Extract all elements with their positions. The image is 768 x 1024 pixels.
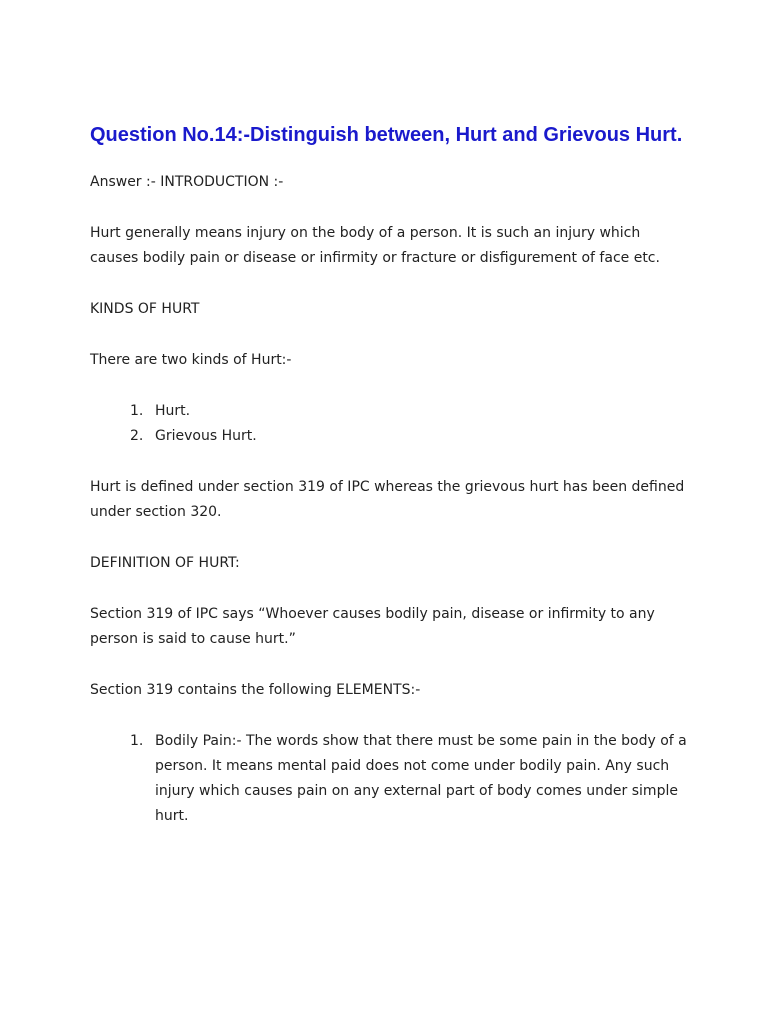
kinds-of-hurt-heading: KINDS OF HURT [90,301,200,317]
sections-paragraph: Hurt is defined under section 319 of IPC whereas the grievous hurt has been defined under section 320. [90,479,685,520]
document-content [90,121,690,855]
definition-heading: DEFINITION OF HURT: [90,555,240,571]
definition-paragraph: Section 319 of IPC says “Whoever causes bodily pain, disease or infirmity to any person is said to cause hurt.” [90,606,655,647]
answer-introduction-label: Answer :- INTRODUCTION :- [90,174,284,190]
list-item [90,729,690,829]
list-item-number: 1. [130,733,144,749]
kinds-intro-paragraph: There are two kinds of Hurt:- [90,352,292,368]
elements-list [90,729,690,829]
list-item-text: Grievous Hurt. [155,428,257,444]
introduction-paragraph: Hurt generally means injury on the body of a person. It is such an injury which causes bodily pain or disease or infirmity or fracture or disfigurement of face etc. [90,225,660,266]
list-item-text: Hurt. [155,403,191,419]
elements-intro-paragraph: Section 319 contains the following ELEMENTS:- [90,682,421,698]
list-item [90,399,690,424]
kinds-of-hurt-list [90,399,690,449]
list-item [90,424,690,449]
list-item-number: 2. [130,428,144,444]
list-item-number: 1. [130,403,144,419]
question-title: Question No.14:-Distinguish between, Hurt and Grievous Hurt. [90,124,683,146]
list-item-text: Bodily Pain:- The words show that there must be some pain in the body of a person. It means mental paid does not come under bodily pain. Any such injury which causes pain on any external part of body comes under simple hurt. [155,733,687,824]
